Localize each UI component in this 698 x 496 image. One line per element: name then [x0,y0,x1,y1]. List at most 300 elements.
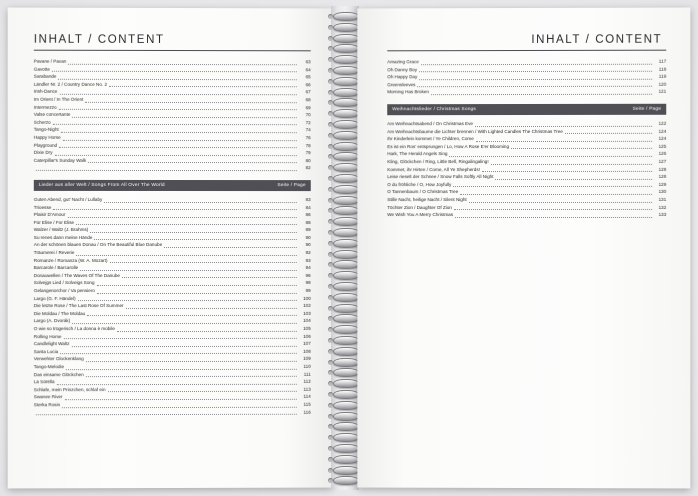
entry-page: 106 [303,333,311,339]
entry-title: La Sorella [33,379,55,385]
section-label: Weihnachtslieder / Christmas Songs [392,107,477,113]
entry-page: 69 [305,104,311,110]
entry-page: 122 [658,120,667,126]
entry-title: Sterka Rosin [33,402,61,408]
punch-hole [328,111,333,116]
entry-title: O wie so trügerisch / La donna è mobile [33,326,115,332]
spiral-binding [331,6,359,490]
entry-title: Die Moldau / The Moldau [33,310,86,316]
entry-page: 67 [305,89,311,95]
entry-page: 113 [303,386,311,392]
spiral-coil [333,228,359,237]
spiral-coil [333,422,359,431]
section-label: Lieder aus aller Welt / Songs From All Over The World [38,182,165,188]
spiral-coil [333,304,359,313]
entry-title: Tango-Melodie [33,364,65,370]
spiral-coil [333,120,359,129]
punch-hole [328,338,333,343]
punch-hole [328,68,333,73]
entry-page: 110 [303,363,311,369]
entry-page: 64 [305,66,311,72]
punch-hole [328,14,333,19]
entry-title: Intermezzo [33,104,57,110]
leader-dots [565,129,652,134]
leader-dots [453,182,652,187]
entry-title: Playground [33,142,58,148]
page-title-left: INHALT / CONTENT [33,33,165,46]
entry-title: Ihr Kinderlein kommet / Ye Children, Come [387,136,474,142]
entry-title: Su renes dann meine Hände [33,234,93,240]
leader-dots [62,402,297,407]
entry-title: Am Weihnachtsbaume die Lichter brennen / With Lighted Candles The Christmas Tree [387,128,563,134]
leader-dots [78,296,297,301]
list-item[interactable] [387,196,666,204]
entry-page: 102 [303,303,311,309]
entry-title: Töchter Zion / Daughter Of Zion [387,204,452,210]
entry-page: 121 [658,89,667,95]
punch-hole [328,219,333,224]
entry-page: 119 [658,73,667,79]
entry-page: 80 [305,157,311,163]
leader-dots [63,135,297,140]
entry-title: Sarabande [33,73,57,79]
punch-hole [328,370,333,375]
entry-page: 125 [658,143,667,149]
list-item[interactable] [34,279,311,287]
punch-hole [328,327,333,332]
entry-page: 70 [305,112,311,118]
spiral-coil [333,109,359,118]
entry-page: 96 [305,272,311,278]
spiral-coil [333,131,359,140]
list-item[interactable] [34,219,311,227]
spiral-coil [333,293,359,302]
list-item[interactable] [34,295,311,303]
entry-page: 128 [658,166,667,172]
entry-title: Das einsame Glöckchen [33,371,84,377]
entry-title: Santa Lucia [33,348,59,354]
entry-page: 86 [305,212,311,218]
entry-title: Leise rieselt der Schnee / Snow Falls Softly All Night [387,174,494,180]
right-page [357,8,690,489]
left-page [8,8,333,489]
leader-dots [85,97,296,102]
spiral-coil [333,88,359,97]
list-item[interactable] [34,302,311,310]
leader-dots [475,121,652,126]
entry-page: 103 [303,310,311,316]
entry-page: 83 [305,196,311,202]
spiral-coil [333,368,359,377]
leader-dots [511,144,652,149]
entry-page: 88 [305,219,311,225]
entry-title: An der schönen blauen Donau / On The Beautiful Blue Danube [33,242,163,248]
spiral-coil [333,455,359,464]
punch-hole [328,349,333,354]
leader-dots [72,113,296,118]
leader-dots [482,167,652,172]
punch-hole [328,57,333,62]
punch-hole [328,478,333,483]
title-rule-right [387,50,666,52]
punch-hole [328,208,333,213]
spiral-coil [333,250,359,259]
entry-page: 92 [305,250,311,256]
entry-page: 108 [303,348,311,354]
spiral-coil [333,325,359,334]
leader-dots [419,67,652,72]
page-title-right: INHALT / CONTENT [531,33,663,46]
punch-hole [328,262,333,267]
entry-page: 74 [305,127,311,133]
spiral-coil [333,314,359,323]
spiral-coil [333,34,359,43]
spiral-coil [333,12,359,21]
entry-title: Happy Horse [33,134,61,140]
spiral-coil [333,206,359,215]
leader-dots [53,205,297,210]
leader-dots [57,380,297,385]
punch-hole [328,90,333,95]
entry-page: 120 [658,81,667,87]
spiral-coil [333,174,359,183]
punch-hole [328,435,333,440]
entry-title: Oh Happy Day [387,74,418,80]
entry-page: 90 [305,234,311,240]
entry-page: 72 [305,119,311,125]
list-item[interactable] [387,88,666,96]
spiral-coil [333,66,359,75]
list-item[interactable] [34,203,311,211]
entry-title: Es ist ein Ros' entsprungen / Lo, How A Rose E'er Blooming [387,143,510,149]
section-header-songs-world [34,180,311,191]
leader-dots [87,311,297,316]
entry-title: Dixie Dry [33,149,53,155]
list-item[interactable] [387,188,666,196]
entry-page: 130 [658,189,667,195]
list-item[interactable] [34,272,311,280]
entry-title: Irish-Dance [33,89,58,95]
spiral-coil [333,98,359,107]
entry-page: 79 [305,150,311,156]
spiral-coil [333,336,359,345]
spiral-coil [333,271,359,280]
entry-title: Am Weihnachtsabend / On Christmas Eve [387,121,474,127]
entry-title: Ländler Nr. 2 / Country Dance No. 2 [33,81,107,87]
entry-page: 89 [305,227,311,233]
leader-dots [109,258,296,263]
leader-dots [63,334,296,339]
entry-title: O du fröhliche / O, How Joyfully [387,181,452,187]
leader-dots [72,319,297,324]
entry-title: Schlafe, mein Prinzchen, schlaf ein [33,386,106,392]
spiral-coil [333,44,359,53]
leader-dots [460,190,652,195]
leader-dots [66,364,297,369]
leader-dots [52,67,297,73]
leader-dots [491,159,653,164]
leader-dots [94,235,296,240]
punch-hole [328,122,333,127]
spiral-coil [333,217,359,226]
entry-page: 82 [305,165,311,171]
punch-hole [328,25,333,30]
entry-title: Largo (G. F. Händel) [33,295,76,301]
entry-title: Hark, The Herald Angels Sing [387,151,448,157]
entry-page: 94 [305,265,311,271]
list-item[interactable] [387,211,666,219]
entry-title: Scherzo [33,119,51,125]
entry-page: 63 [305,59,311,65]
leader-dots [495,175,652,180]
leader-dots [455,213,652,218]
leader-dots [36,166,297,171]
section-header-christmas-songs [387,104,666,115]
leader-dots [431,90,652,95]
entry-page: 90 [305,242,311,248]
punch-hole [328,295,333,300]
leader-dots [454,205,652,210]
entry-title: Largo (A. Dvorák) [33,318,71,324]
entry-title: Kling, Glöckchen / Ring, Little Bell, Ringalingaling! [387,158,489,165]
list-item[interactable] [34,408,311,416]
spiral-coil [333,77,359,86]
leader-dots [122,273,297,278]
spiral-coil [333,358,359,367]
leader-dots [86,372,297,377]
entry-title: Candlelight Waltz [33,341,70,347]
punch-hole [328,144,333,149]
punch-hole [328,100,333,105]
leader-dots [59,105,297,110]
punch-hole [328,360,333,365]
leader-dots [36,410,297,416]
leader-dots [86,357,297,362]
punch-hole [328,198,333,203]
leader-dots [76,251,296,256]
punch-hole [328,414,333,419]
punch-hole [328,403,333,408]
spiral-coil [333,379,359,388]
leader-dots [417,82,652,87]
entry-title: Caterpillar's Sunday Walk [33,157,87,163]
entry-page: 117 [658,58,667,64]
list-item[interactable] [34,287,311,295]
punch-hole [328,230,333,235]
entry-title: Träumerei / Reverie [33,250,75,256]
entry-title: Gavotte [33,66,50,72]
toc-list-right-top [387,58,666,97]
list-item[interactable] [34,234,311,242]
entry-page: 100 [303,295,311,301]
leader-dots [96,281,296,286]
entry-page: 118 [658,66,667,72]
leader-dots [59,90,296,95]
entry-page: 84 [305,204,311,210]
leader-dots [104,197,297,202]
list-item[interactable] [34,264,311,272]
list-item[interactable] [34,241,311,249]
spiral-coil [333,347,359,356]
spiral-coil [333,466,359,475]
entry-page: 133 [658,212,667,218]
entry-title: Im Orient / In The Orient [33,96,84,102]
entry-title: Swanee River [33,394,63,400]
entry-page: 116 [303,409,311,415]
entry-page: 98 [305,280,311,286]
leader-dots [450,152,653,157]
list-item[interactable] [387,181,666,189]
leader-dots [68,59,296,64]
section-page-label: Seite / Page [277,182,306,189]
punch-hole [328,252,333,257]
punch-hole [328,154,333,159]
punch-hole [328,36,333,41]
entry-page: 124 [658,135,667,141]
punch-hole [328,187,333,192]
entry-page: 129 [658,181,667,187]
leader-dots [164,243,297,248]
punch-hole [328,79,333,84]
punch-hole [328,165,333,170]
entry-page: 112 [303,378,311,384]
entry-page: 76 [305,135,311,141]
toc-list-left-top [34,58,311,172]
punch-hole [328,392,333,397]
entry-title: Kommet, ihr Hirten / Come, All Ye Shepherds! [387,166,480,172]
spiral-coil [333,152,359,161]
leader-dots [421,59,652,65]
leader-dots [71,342,296,347]
spiral-coils [331,6,359,490]
spiral-coil [333,163,359,172]
spiral-coil [333,260,359,269]
entry-title: O Tannenbaum / O Christmas Tree [387,189,459,195]
list-item[interactable] [34,196,311,204]
leader-dots [117,326,297,331]
entry-title: Walzer / Waltz (J. Brahms) [33,227,89,233]
leader-dots [469,197,652,202]
entry-title: Morning Has Broken [387,89,429,95]
punch-hole [328,284,333,289]
spiral-coil [333,282,359,291]
leader-dots [126,304,297,309]
spiral-coil [333,390,359,399]
entry-page: 127 [658,158,667,164]
leader-dots [476,137,652,142]
punch-hole [328,446,333,451]
leader-dots [419,75,652,80]
entry-title: Donauwellen / The Waves Of The Danube [33,272,120,278]
entry-title: Tango-Night [33,127,59,133]
spiral-coil [333,196,359,205]
spiral-coil [333,239,359,248]
leader-dots [88,158,297,163]
leader-dots [97,289,297,294]
leader-dots [107,387,296,392]
spiral-coil [333,185,359,194]
entry-page: 111 [303,371,311,377]
list-item[interactable] [34,257,311,265]
entry-title: Trioesse [33,204,52,210]
list-item[interactable] [34,249,311,257]
punch-hole [328,133,333,138]
leader-dots [59,143,297,148]
entry-page: 115 [303,401,311,407]
entry-title: Verwehter Glockenklang [33,356,84,362]
entry-page: 131 [658,196,667,202]
entry-page: 68 [305,97,311,103]
punch-hole [328,381,333,386]
entry-page: 99 [305,287,311,293]
leader-dots [53,120,297,125]
entry-page: 114 [303,394,311,400]
entry-page: 109 [303,356,311,362]
leader-dots [60,349,297,354]
list-item[interactable] [34,157,311,165]
punch-hole [328,424,333,429]
spiral-coil [333,412,359,421]
punch-hole [328,273,333,278]
list-item[interactable] [34,164,311,172]
punch-hole [328,241,333,246]
entry-title: Solvejgs Lied / Solveigs Song [33,280,95,286]
entry-title: Romanze / Romanza (W. A. Mozart) [33,257,108,263]
entry-page: 104 [303,318,311,324]
entry-title: Die letzte Rose / The Last Rose Of Summer [33,303,124,309]
entry-title: Für Elise / For Elise [33,219,74,225]
entry-title: Gelangenorchor / Va pensiero [33,288,95,294]
entry-title: We Wish You A Merry Christmas [387,212,454,218]
punch-hole [328,46,333,51]
leader-dots [67,213,296,218]
entry-title: Rolling Home [33,333,62,339]
leader-dots [109,82,297,87]
leader-dots [76,220,297,225]
list-item[interactable] [387,203,666,211]
list-item[interactable] [34,211,311,219]
section-page-label: Seite / Page [632,106,662,112]
entry-title: Barcarole / Barcarolle [33,265,79,271]
entry-page: 93 [305,257,311,263]
entry-title: Plaisir D'Amour [33,212,66,218]
title-rule-left [34,50,311,52]
toc-list-right-bottom [387,120,666,219]
entry-title: Valse concertante [33,111,71,118]
entry-page: 128 [658,174,667,180]
leader-dots [58,75,296,80]
list-item[interactable] [34,226,311,234]
spiral-coil [333,476,359,485]
entry-page: 124 [658,128,667,134]
leader-dots [61,128,297,133]
entry-page: 78 [305,142,311,148]
toc-list-left-bottom [34,196,311,417]
punch-hole [328,316,333,321]
entry-page: 107 [303,341,311,347]
spiral-coil [333,433,359,442]
entry-title: Stille Nacht, heilige Nacht / Silent Night [387,196,467,202]
leader-dots [90,228,297,233]
entry-title: Greensleeves [387,81,416,88]
spiral-coil [333,23,359,32]
entry-page: 66 [305,82,311,88]
spiral-coil [333,444,359,453]
entry-page: 126 [658,151,667,157]
entry-title: Oh Danny Boy [387,66,418,72]
punch-hole [328,176,333,181]
leader-dots [80,266,297,271]
